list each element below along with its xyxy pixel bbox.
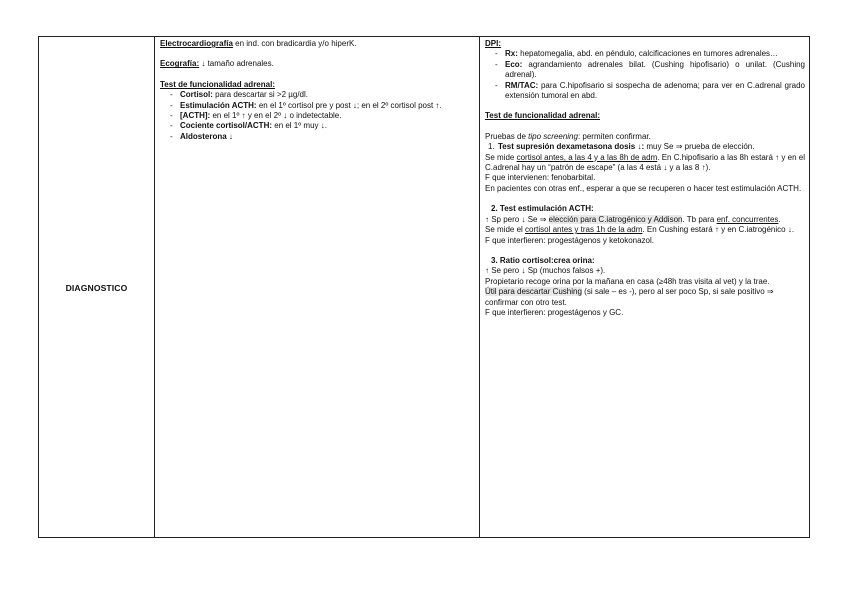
left-test-title: Test de funcionalidad adrenal:: [160, 79, 275, 89]
right-cell: [480, 37, 810, 538]
right-test-title: Test de funcionalidad adrenal:: [485, 111, 600, 121]
test-2-title: 2. Test estimulación ACTH:: [491, 204, 594, 214]
list-item: - Rx: hepatomegalia, abd. en péndulo, calcificaciones en tumores adrenales…: [495, 49, 805, 59]
left-test-list: [160, 90, 475, 142]
ecg-title: Electrocardiografía: [160, 39, 233, 48]
test-3-procedure: Propietario recoge orina por la mañana en casa (≥48h tras visita al vet) y la trae.: [485, 276, 770, 286]
list-item: - RM/TAC: para C.hipofisario si sospecha de adenoma; para ver en C.adrenal grado extensión tumoral en abd.: [495, 81, 805, 102]
test-3-paragraph: ↑ Se pero ↓ Sp (muchos falsos +).: [485, 266, 606, 276]
eco-text: ↓ tamaño adrenales.: [199, 59, 274, 69]
eco-paragraph: [160, 59, 475, 69]
ecg-paragraph: [160, 39, 475, 49]
test-3-title: 3. Ratio cortisol:crea orina:: [491, 255, 595, 265]
test-2-paragraph: ↑ Sp pero ↓ Se ⇒ elección para C.iatrogénico y Addison. Tb para enf. concurrentes.: [485, 214, 781, 224]
row-label-cell: [39, 37, 155, 538]
list-item: - [ACTH]: en el 1º ↑ y en el 2º ↓ o indetectable.: [170, 111, 475, 121]
list-item: - Eco: agrandamiento adrenales bilat. (Cushing hipofisario) o unilat. (Cushing adrenal).: [495, 60, 805, 81]
test-1-heading: 1. Test supresión dexametasona dosis ↓: muy Se ⇒ prueba de elección.: [488, 142, 755, 152]
test-1-paragraph: Se mide cortisol antes, a las 4 y a las 8h de adm. En C.hipofisario a las 8h estará ↑ y en el C.adrenal hay un “patrón de escape” (a las 4 está ↓ y a las 8 ↑).: [485, 152, 805, 173]
table-row: [39, 37, 810, 538]
row-label: DIAGNOSTICO: [65, 283, 128, 293]
test-1-interference: F que intervienen: fenobarbital.: [485, 173, 596, 183]
dpi-list: [485, 49, 805, 101]
test-1-note: En pacientes con otras enf., esperar a que se recuperen o hacer test estimulación ACTH.: [485, 183, 802, 193]
list-item: - Cociente cortisol/ACTH: en el 1º muy ↓.: [170, 121, 475, 131]
test-3-interference: F que interfieren: progestágenos y GC.: [485, 307, 624, 317]
test-2-interference: F que interfieren: progestágenos y ketokonazol.: [485, 235, 654, 245]
list-item: - Estimulación ACTH: en el 1º cortisol pre y post ↓; en el 2º cortisol post ↑.: [170, 101, 475, 111]
test-3-usage: Útil para descartar Cushing (si sale – es -), pero al ser poco Sp, si sale positivo ⇒ confirmar con otro test.: [485, 287, 774, 307]
eco-title: Ecografía:: [160, 59, 200, 69]
intro-paragraph: Pruebas de tipo screening: permiten confirmar.: [485, 131, 651, 141]
list-item: - Aldosterona ↓: [170, 132, 475, 142]
diagnosis-table: [38, 36, 810, 538]
left-cell: [155, 37, 480, 538]
test-2-measure: Se mide el cortisol antes y tras 1h de la adm. En Cushing estará ↑ y en C.iatrogénico ↓.: [485, 225, 795, 235]
ecg-text: en ind. con bradicardia y/o hiperK.: [232, 39, 357, 48]
dpi-title: DPI:: [485, 39, 501, 48]
list-item: - Cortisol: para descartar si >2 µg/dl.: [170, 90, 475, 100]
